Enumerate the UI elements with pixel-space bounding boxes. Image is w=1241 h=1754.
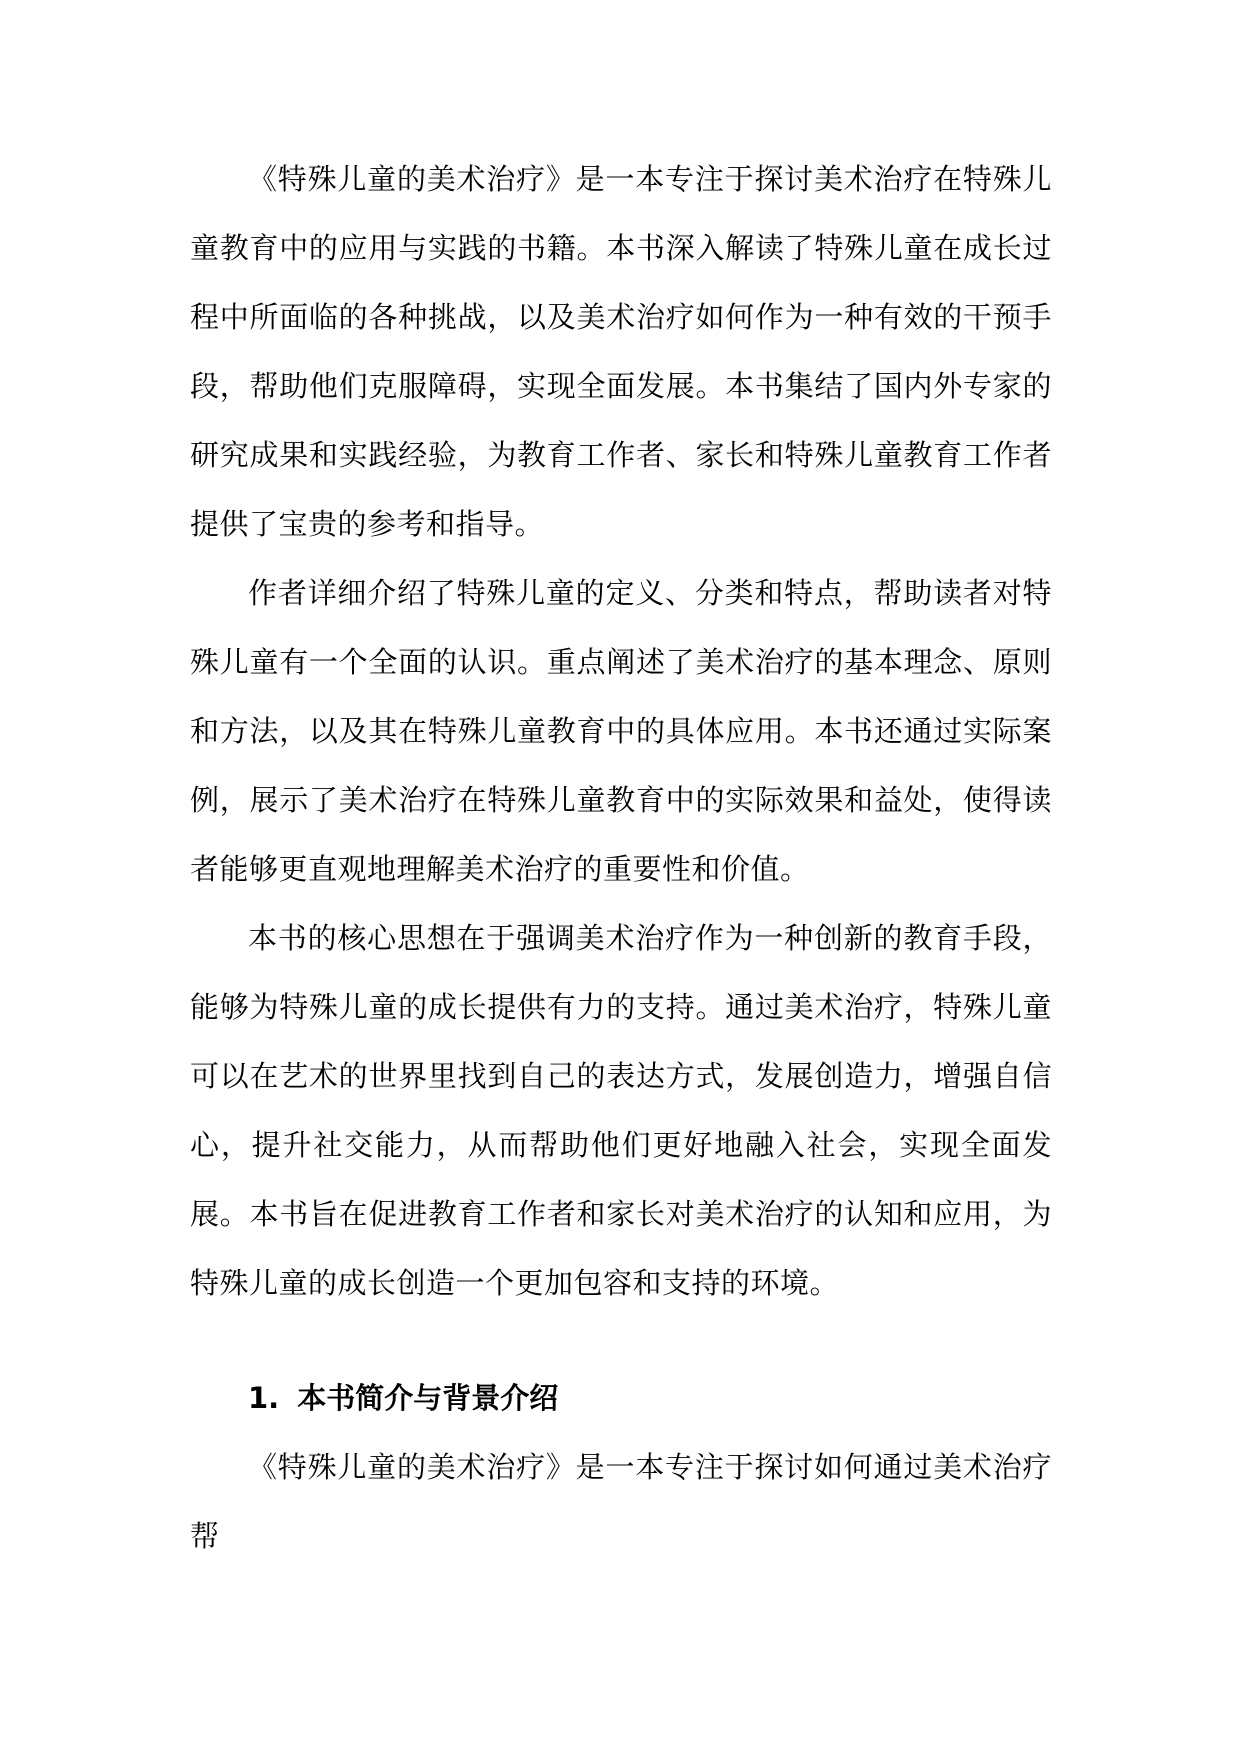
section-1-paragraph: 《特殊儿童的美术治疗》是一本专注于探讨如何通过美术治疗帮 (190, 1450, 1052, 1553)
document-body (190, 145, 1052, 1571)
section-number: 1. (248, 1381, 280, 1415)
intro-paragraph-2: 作者详细介绍了特殊儿童的定义、分类和特点，帮助读者对特殊儿童有一个全面的认识。重点阐述了美术治疗的基本理念、原则和方法，以及其在特殊儿童教育中的具体应用。本书还通过实际案例，展示了美术治疗在特殊儿童教育中的实际效果和益处，使得读者能够更直观地理解美术治疗的重要性和价值。 (190, 576, 1052, 886)
intro-paragraph-3: 本书的核心思想在于强调美术治疗作为一种创新的教育手段，能够为特殊儿童的成长提供有力的支持。通过美术治疗，特殊儿童可以在艺术的世界里找到自己的表达方式，发展创造力，增强自信心，提升社交能力，从而帮助他们更好地融入社会，实现全面发展。本书旨在促进教育工作者和家长对美术治疗的认知和应用，为特殊儿童的成长创造一个更加包容和支持的环境。 (190, 921, 1052, 1300)
intro-paragraph-1: 《特殊儿童的美术治疗》是一本专注于探讨美术治疗在特殊儿童教育中的应用与实践的书籍。本书深入解读了特殊儿童在成长过程中所面临的各种挑战，以及美术治疗如何作为一种有效的干预手段，帮助他们克服障碍，实现全面发展。本书集结了国内外专家的研究成果和实践经验，为教育工作者、家长和特殊儿童教育工作者提供了宝贵的参考和指导。 (190, 162, 1052, 541)
section-heading-1 (190, 1364, 1052, 1433)
section-title: 本书简介与背景介绍 (297, 1381, 559, 1415)
